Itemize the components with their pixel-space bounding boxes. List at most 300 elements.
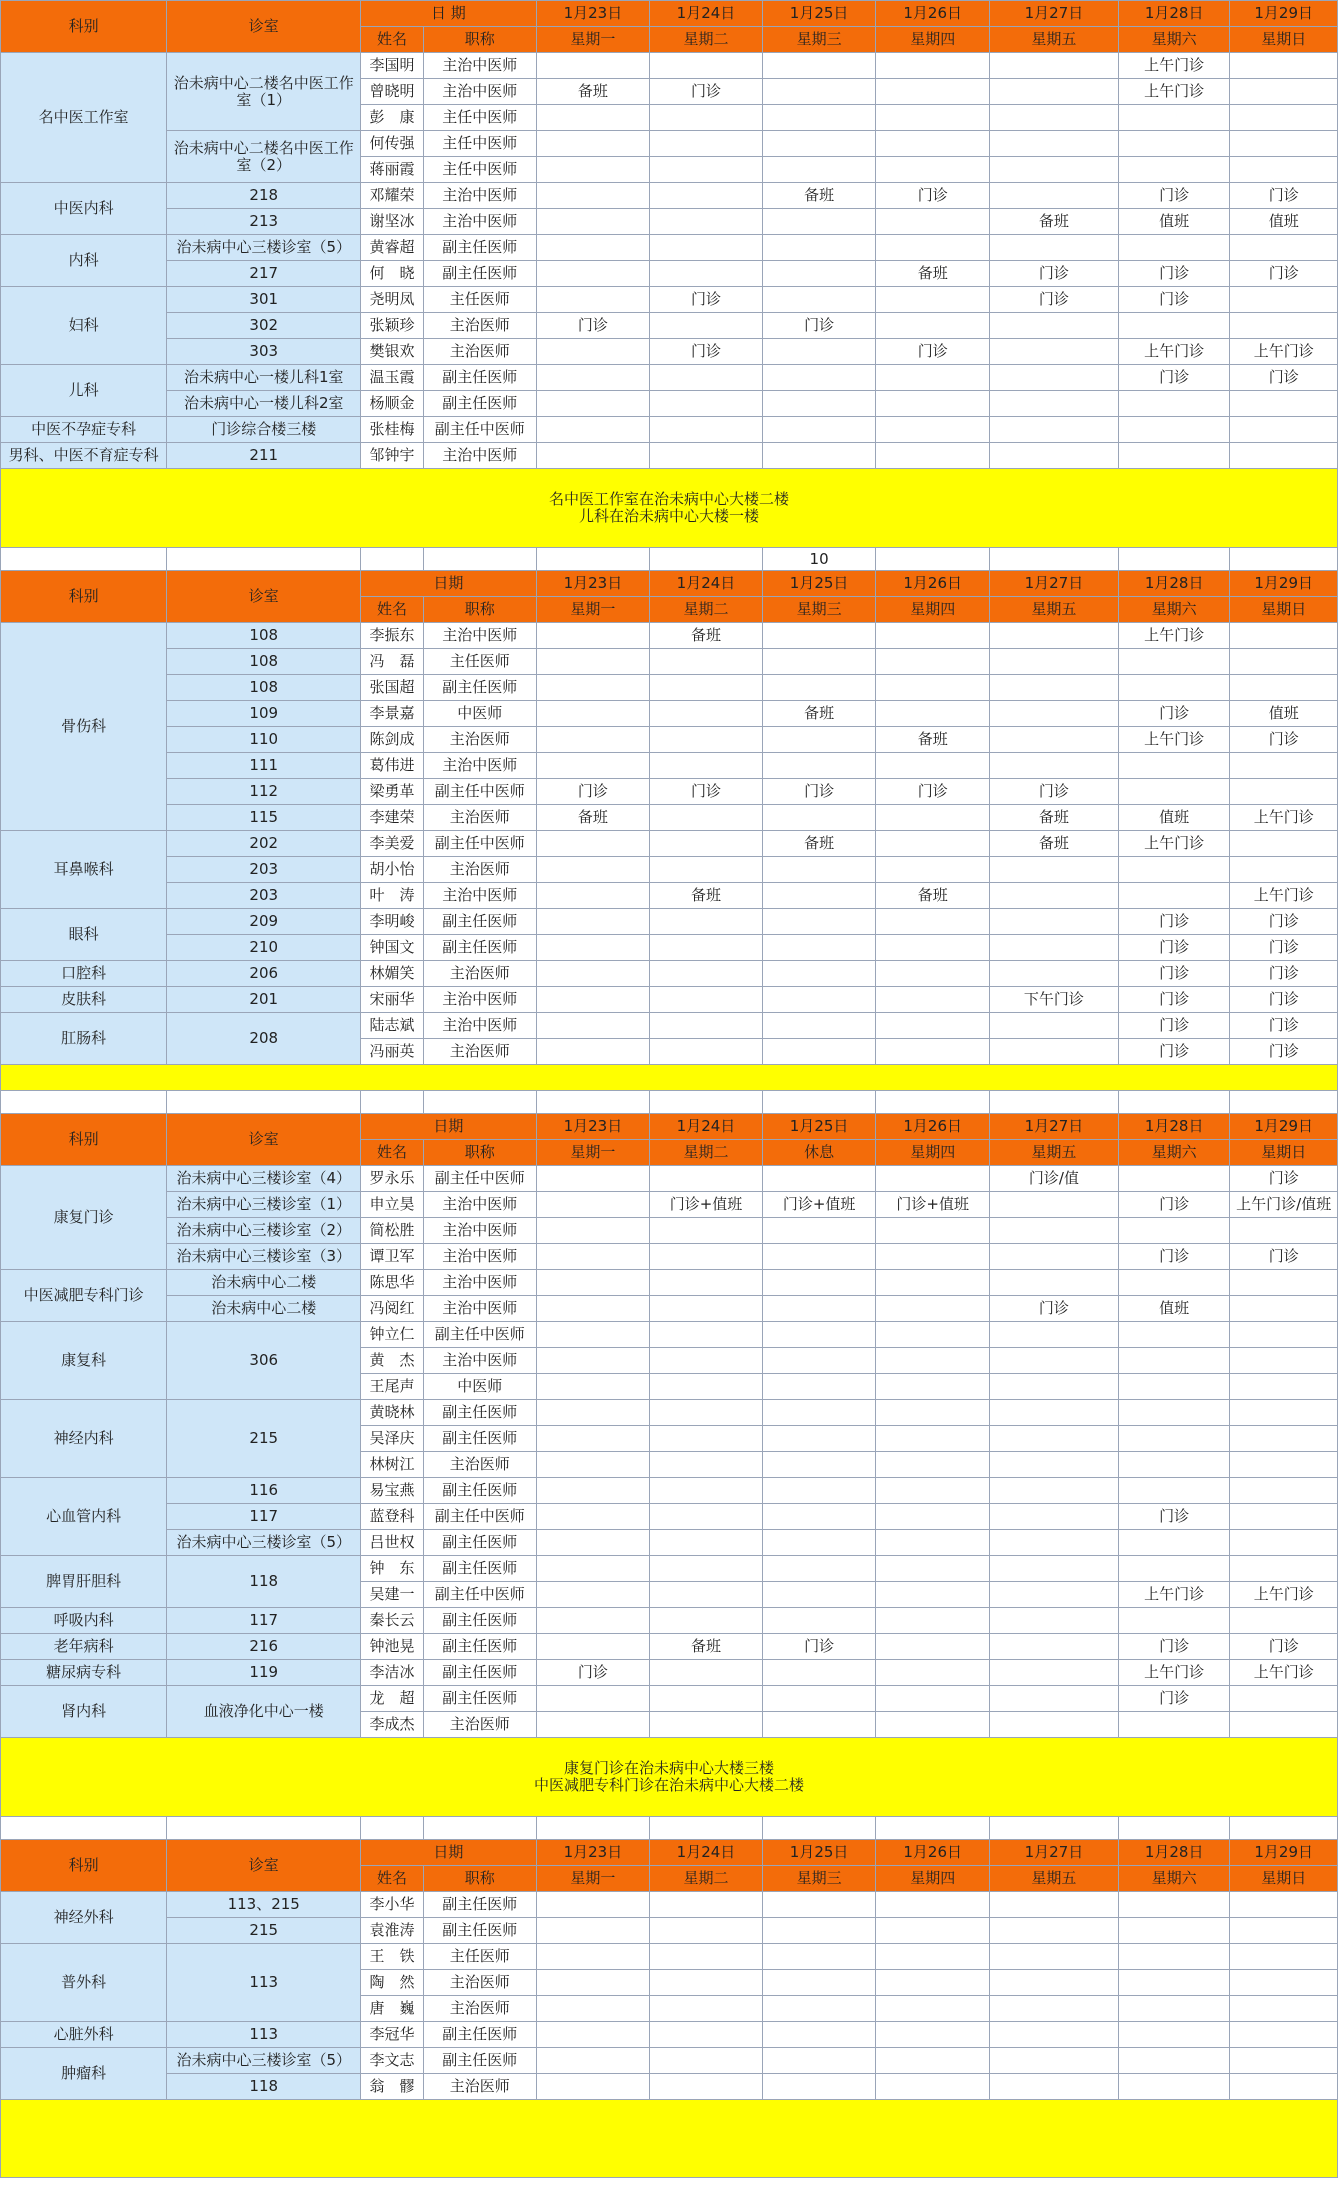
schedule-cell	[990, 1504, 1119, 1530]
schedule-cell	[536, 1712, 650, 1738]
doctor-title: 副主任医师	[424, 261, 537, 287]
schedule-cell: 门诊	[650, 287, 763, 313]
schedule-cell	[1230, 1296, 1338, 1322]
schedule-cell	[536, 961, 650, 987]
doctor-title: 主治医师	[424, 1970, 537, 1996]
doctor-name: 李洁冰	[361, 1660, 424, 1686]
date-header: 1月25日	[762, 571, 876, 597]
schedule-cell	[1230, 1970, 1338, 1996]
schedule-cell	[990, 649, 1119, 675]
schedule-cell	[1230, 1556, 1338, 1582]
schedule-cell	[876, 1504, 990, 1530]
doctor-name: 冯 磊	[361, 649, 424, 675]
doctor-title: 副主任医师	[424, 1530, 537, 1556]
schedule-cell	[1118, 1556, 1230, 1582]
doctor-title: 主治中医师	[424, 443, 537, 469]
doctor-title: 主治中医师	[424, 623, 537, 649]
schedule-cell	[650, 701, 763, 727]
weekday-header: 星期六	[1118, 597, 1230, 623]
doctor-title: 主治中医师	[424, 1348, 537, 1374]
schedule-cell	[650, 105, 763, 131]
doctor-name: 袁淮涛	[361, 1918, 424, 1944]
table-row	[1, 1944, 1338, 1970]
spacer-cell	[650, 548, 763, 571]
schedule-cell: 门诊	[1118, 1013, 1230, 1039]
doctor-name: 吴泽庆	[361, 1426, 424, 1452]
schedule-cell	[762, 1608, 876, 1634]
doctor-title: 副主任医师	[424, 1556, 537, 1582]
schedule-cell	[1118, 1918, 1230, 1944]
schedule-cell	[762, 261, 876, 287]
schedule-cell	[762, 1660, 876, 1686]
schedule-cell	[762, 209, 876, 235]
schedule-cell	[762, 1400, 876, 1426]
schedule-cell	[762, 235, 876, 261]
table-row	[1, 261, 1338, 287]
schedule-cell	[650, 2074, 763, 2100]
schedule-cell	[876, 235, 990, 261]
doctor-title: 副主任医师	[424, 909, 537, 935]
schedule-cell: 备班	[762, 831, 876, 857]
schedule-cell	[536, 1270, 650, 1296]
schedule-cell	[536, 443, 650, 469]
spacer-cell	[536, 1091, 650, 1114]
schedule-cell	[762, 2022, 876, 2048]
doctor-title: 副主任医师	[424, 365, 537, 391]
schedule-cell	[876, 1013, 990, 1039]
schedule-cell	[990, 1634, 1119, 1660]
date-header: 1月27日	[990, 1, 1119, 27]
schedule-cell	[650, 1270, 763, 1296]
schedule-cell	[650, 365, 763, 391]
doctor-title: 副主任医师	[424, 2022, 537, 2048]
schedule-cell	[1118, 313, 1230, 339]
spacer-cell	[424, 1817, 537, 1840]
schedule-cell	[990, 1996, 1119, 2022]
doctor-title: 主治医师	[424, 805, 537, 831]
schedule-cell	[1230, 1400, 1338, 1426]
schedule-cell	[876, 1218, 990, 1244]
schedule-cell	[876, 2048, 990, 2074]
schedule-cell	[990, 79, 1119, 105]
schedule-cell	[1118, 1712, 1230, 1738]
schedule-cell: 门诊+值班	[650, 1192, 763, 1218]
schedule-cell: 门诊	[650, 79, 763, 105]
doctor-name: 张颖珍	[361, 313, 424, 339]
schedule-cell: 门诊	[1230, 261, 1338, 287]
spacer-cell	[1, 548, 167, 571]
doctor-name: 罗永乐	[361, 1166, 424, 1192]
spacer-cell	[1230, 1091, 1338, 1114]
table-row	[1, 1530, 1338, 1556]
doctor-name: 李美爱	[361, 831, 424, 857]
schedule-cell	[876, 1400, 990, 1426]
schedule-cell	[650, 235, 763, 261]
schedule-cell	[536, 753, 650, 779]
schedule-cell	[536, 183, 650, 209]
schedule-cell: 门诊	[762, 779, 876, 805]
spacer-cell	[650, 1817, 763, 1840]
schedule-cell: 上午门诊	[1118, 1660, 1230, 1686]
doctor-title: 主治医师	[424, 1039, 537, 1065]
room-cell: 203	[167, 883, 361, 909]
schedule-cell	[876, 961, 990, 987]
room-cell: 治未病中心三楼诊室（3）	[167, 1244, 361, 1270]
schedule-cell	[650, 1348, 763, 1374]
spacer-cell	[1230, 548, 1338, 571]
date-header: 1月24日	[650, 571, 763, 597]
schedule-cell	[536, 1426, 650, 1452]
doctor-name: 唐 巍	[361, 1996, 424, 2022]
schedule-cell	[762, 157, 876, 183]
schedule-cell	[990, 391, 1119, 417]
schedule-cell	[536, 339, 650, 365]
doctor-title: 副主任医师	[424, 1634, 537, 1660]
schedule-cell	[1230, 391, 1338, 417]
date-header: 1月24日	[650, 1840, 763, 1866]
schedule-cell	[876, 1944, 990, 1970]
schedule-cell	[650, 935, 763, 961]
schedule-cell	[762, 1296, 876, 1322]
table-row	[1, 1504, 1338, 1530]
schedule-cell	[876, 1270, 990, 1296]
table-row	[1, 1686, 1338, 1712]
schedule-cell	[990, 53, 1119, 79]
table-row	[1, 1270, 1338, 1296]
schedule-cell	[1230, 857, 1338, 883]
schedule-cell	[990, 909, 1119, 935]
dept-cell: 心脏外科	[1, 2022, 167, 2048]
schedule-cell	[1230, 675, 1338, 701]
doctor-name: 胡小怡	[361, 857, 424, 883]
doctor-name: 秦长云	[361, 1608, 424, 1634]
table-row	[1, 805, 1338, 831]
date-header: 1月29日	[1230, 1, 1338, 27]
note-row	[1, 1738, 1338, 1817]
doctor-title: 主治中医师	[424, 1013, 537, 1039]
date-header: 1月23日	[536, 1840, 650, 1866]
date-header: 1月27日	[990, 1114, 1119, 1140]
room-cell: 301	[167, 287, 361, 313]
schedule-cell	[990, 1944, 1119, 1970]
spacer-row	[1, 548, 1338, 571]
room-cell: 217	[167, 261, 361, 287]
schedule-cell	[762, 1918, 876, 1944]
schedule-cell	[762, 79, 876, 105]
schedule-cell	[536, 417, 650, 443]
schedule-cell	[876, 1322, 990, 1348]
schedule-cell	[762, 649, 876, 675]
table-row	[1, 1478, 1338, 1504]
weekday-header: 星期四	[876, 1866, 990, 1892]
schedule-cell	[990, 1270, 1119, 1296]
room-cell: 108	[167, 623, 361, 649]
schedule-cell: 备班	[650, 883, 763, 909]
doctor-title: 副主任医师	[424, 675, 537, 701]
doctor-name: 尧明凤	[361, 287, 424, 313]
schedule-cell	[536, 1892, 650, 1918]
schedule-cell	[876, 1582, 990, 1608]
spacer-cell	[1, 1091, 167, 1114]
schedule-cell: 门诊+值班	[876, 1192, 990, 1218]
schedule-cell	[650, 261, 763, 287]
doctor-title: 副主任中医师	[424, 1582, 537, 1608]
room-cell: 治未病中心三楼诊室（5）	[167, 2048, 361, 2074]
header-row	[1, 1, 1338, 27]
doctor-name: 叶 涛	[361, 883, 424, 909]
date-header: 1月27日	[990, 571, 1119, 597]
schedule-cell	[876, 831, 990, 857]
schedule-cell	[1118, 2048, 1230, 2074]
date-header: 1月26日	[876, 1, 990, 27]
spacer-cell	[424, 1091, 537, 1114]
schedule-cell	[762, 1686, 876, 1712]
spacer-cell	[536, 548, 650, 571]
dept-cell: 口腔科	[1, 961, 167, 987]
schedule-cell	[650, 1556, 763, 1582]
schedule-cell	[990, 1322, 1119, 1348]
schedule-cell	[1230, 1270, 1338, 1296]
schedule-cell	[876, 1634, 990, 1660]
schedule-cell	[762, 1892, 876, 1918]
schedule-cell	[990, 339, 1119, 365]
table-row	[1, 935, 1338, 961]
schedule-cell	[536, 1166, 650, 1192]
schedule-cell	[876, 79, 990, 105]
weekday-header: 星期一	[536, 1140, 650, 1166]
room-cell: 116	[167, 1478, 361, 1504]
doctor-title: 主治中医师	[424, 1244, 537, 1270]
schedule-cell	[536, 209, 650, 235]
doctor-title: 副主任医师	[424, 1426, 537, 1452]
doctor-name: 李国明	[361, 53, 424, 79]
schedule-cell	[1230, 1918, 1338, 1944]
doctor-name: 张桂梅	[361, 417, 424, 443]
schedule-cell: 上午门诊	[1118, 1582, 1230, 1608]
doctor-title: 主治中医师	[424, 987, 537, 1013]
schedule-cell	[650, 1686, 763, 1712]
schedule-cell	[536, 649, 650, 675]
table-row	[1, 287, 1338, 313]
schedule-cell	[1118, 1166, 1230, 1192]
schedule-cell	[536, 909, 650, 935]
table-row	[1, 831, 1338, 857]
title-header: 职称	[424, 27, 537, 53]
schedule-cell	[990, 1218, 1119, 1244]
weekday-header: 星期五	[990, 597, 1119, 623]
schedule-cell	[762, 131, 876, 157]
room-cell: 118	[167, 1556, 361, 1608]
weekday-header: 星期二	[650, 597, 763, 623]
doctor-title: 主治医师	[424, 961, 537, 987]
schedule-cell	[762, 1556, 876, 1582]
schedule-cell	[1118, 1452, 1230, 1478]
schedule-cell	[876, 1660, 990, 1686]
schedule-cell	[1230, 53, 1338, 79]
doctor-name: 张国超	[361, 675, 424, 701]
schedule-cell	[876, 365, 990, 391]
doctor-name: 杨顺金	[361, 391, 424, 417]
table-row	[1, 1400, 1338, 1426]
doctor-name: 冯丽英	[361, 1039, 424, 1065]
schedule-cell	[650, 1296, 763, 1322]
spacer-row	[1, 1091, 1338, 1114]
table-row	[1, 1892, 1338, 1918]
table-row	[1, 1218, 1338, 1244]
schedule-cell	[876, 391, 990, 417]
schedule-cell	[990, 2022, 1119, 2048]
room-cell: 治未病中心三楼诊室（5）	[167, 1530, 361, 1556]
schedule-cell	[990, 701, 1119, 727]
spacer-cell	[990, 1091, 1119, 1114]
schedule-cell	[1118, 753, 1230, 779]
schedule-cell	[536, 1374, 650, 1400]
schedule-cell: 上午门诊	[1118, 53, 1230, 79]
schedule-cell	[762, 1452, 876, 1478]
schedule-cell	[536, 2048, 650, 2074]
dept-cell: 肿瘤科	[1, 2048, 167, 2100]
doctor-name: 林树江	[361, 1452, 424, 1478]
doctor-title: 主治中医师	[424, 53, 537, 79]
schedule-cell: 值班	[1118, 1296, 1230, 1322]
date-header: 1月28日	[1118, 1, 1230, 27]
schedule-cell	[990, 2074, 1119, 2100]
schedule-cell	[1118, 105, 1230, 131]
schedule-cell	[1118, 1530, 1230, 1556]
schedule-cell	[762, 53, 876, 79]
doctor-name: 吴建一	[361, 1582, 424, 1608]
dept-cell: 妇科	[1, 287, 167, 365]
schedule-cell	[650, 1944, 763, 1970]
doctor-title: 副主任中医师	[424, 1322, 537, 1348]
schedule-cell	[876, 1608, 990, 1634]
schedule-cell: 门诊	[1230, 961, 1338, 987]
table-row	[1, 1192, 1338, 1218]
schedule-cell	[876, 2074, 990, 2100]
dept-cell: 男科、中医不育症专科	[1, 443, 167, 469]
schedule-cell	[536, 883, 650, 909]
schedule-cell	[536, 1996, 650, 2022]
schedule-cell	[1230, 1608, 1338, 1634]
schedule-cell: 门诊	[1230, 1166, 1338, 1192]
location-note	[1, 469, 1338, 548]
spacer-cell	[536, 1817, 650, 1840]
schedule-cell	[1118, 1322, 1230, 1348]
dept-cell: 老年病科	[1, 1634, 167, 1660]
weekday-header: 星期六	[1118, 1140, 1230, 1166]
schedule-cell	[536, 727, 650, 753]
schedule-cell	[650, 313, 763, 339]
dept-cell: 儿科	[1, 365, 167, 417]
schedule-cell	[876, 1530, 990, 1556]
schedule-cell	[1230, 443, 1338, 469]
doctor-title: 副主任医师	[424, 1892, 537, 1918]
schedule-cell	[762, 1970, 876, 1996]
schedule-cell	[1230, 1530, 1338, 1556]
dept-header: 科别	[1, 571, 167, 623]
table-row	[1, 183, 1338, 209]
doctor-title: 主治医师	[424, 1452, 537, 1478]
doctor-name: 邓耀荣	[361, 183, 424, 209]
weekday-header: 星期五	[990, 1140, 1119, 1166]
schedule-cell	[650, 443, 763, 469]
schedule-cell: 备班	[990, 831, 1119, 857]
dept-cell: 心血管内科	[1, 1478, 167, 1556]
schedule-cell	[876, 1686, 990, 1712]
highlight-row	[1, 1065, 1338, 1091]
schedule-cell	[990, 1244, 1119, 1270]
title-header: 职称	[424, 1866, 537, 1892]
schedule-cell	[650, 1244, 763, 1270]
schedule-cell	[536, 1452, 650, 1478]
schedule-cell: 上午门诊	[1118, 79, 1230, 105]
schedule-cell	[1118, 131, 1230, 157]
doctor-title: 副主任医师	[424, 1686, 537, 1712]
schedule-cell	[1118, 2022, 1230, 2048]
date-label-header: 日期	[361, 1114, 536, 1140]
name-header: 姓名	[361, 597, 424, 623]
schedule-cell	[1118, 1400, 1230, 1426]
dept-cell: 眼科	[1, 909, 167, 961]
room-cell: 108	[167, 649, 361, 675]
weekday-header: 星期四	[876, 1140, 990, 1166]
schedule-cell: 门诊	[876, 183, 990, 209]
room-cell: 治未病中心二楼名中医工作室（2）	[167, 131, 361, 183]
schedule-cell	[990, 1478, 1119, 1504]
schedule-cell	[876, 623, 990, 649]
weekday-header: 星期一	[536, 597, 650, 623]
schedule-cell	[1230, 1374, 1338, 1400]
room-cell: 治未病中心三楼诊室（1）	[167, 1192, 361, 1218]
table-row	[1, 1634, 1338, 1660]
schedule-cell: 门诊	[876, 779, 990, 805]
schedule-cell	[762, 935, 876, 961]
schedule-cell	[990, 1660, 1119, 1686]
schedule-cell	[1230, 1944, 1338, 1970]
schedule-cell	[990, 183, 1119, 209]
schedule-cell: 门诊	[650, 779, 763, 805]
schedule-cell	[876, 2022, 990, 2048]
schedule-cell	[876, 1892, 990, 1918]
schedule-cell	[762, 1426, 876, 1452]
schedule-cell	[990, 1192, 1119, 1218]
schedule-cell: 门诊	[1118, 1686, 1230, 1712]
weekday-header: 星期二	[650, 1866, 763, 1892]
schedule-cell	[762, 391, 876, 417]
spacer-cell	[762, 1817, 876, 1840]
schedule-cell	[762, 857, 876, 883]
note-line: 康复门诊在治未病中心大楼三楼	[563, 1759, 774, 1777]
table-row	[1, 365, 1338, 391]
schedule-cell: 门诊	[762, 313, 876, 339]
doctor-name: 邹钟宇	[361, 443, 424, 469]
schedule-cell	[762, 105, 876, 131]
schedule-cell	[762, 909, 876, 935]
schedule-cell	[990, 1013, 1119, 1039]
room-cell: 113	[167, 2022, 361, 2048]
header-row	[1, 1840, 1338, 1866]
doctor-title: 主任医师	[424, 287, 537, 313]
doctor-title: 主任中医师	[424, 105, 537, 131]
note-row	[1, 469, 1338, 548]
schedule-cell: 门诊	[1118, 909, 1230, 935]
dept-cell: 内科	[1, 235, 167, 287]
schedule-cell	[990, 105, 1119, 131]
table-row	[1, 2074, 1338, 2100]
doctor-title: 副主任医师	[424, 1608, 537, 1634]
schedule-cell: 门诊	[1230, 365, 1338, 391]
weekday-header: 星期四	[876, 597, 990, 623]
